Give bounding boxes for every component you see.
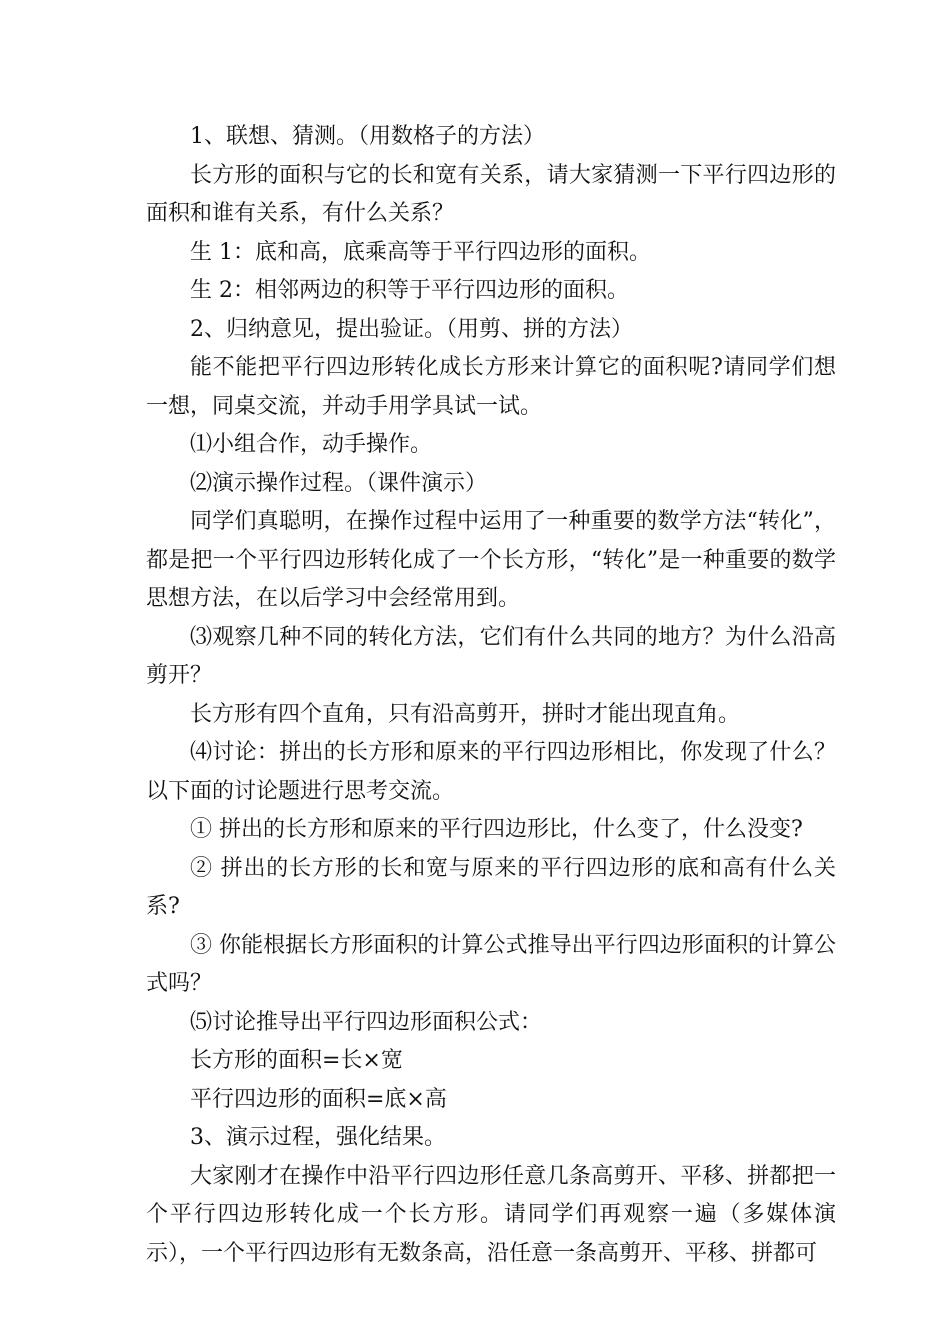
paragraph-transform-explanation: 同学们真聪明，在操作过程中运用了一种重要的数学方法“转化”，都是把一个平行四边形转化成了一个长方形，“转化”是一种重要的数学思想方法，在以后学习中会经常用到。 [146,509,836,611]
paragraph-demo-explanation: 大家刚才在操作中沿平行四边形任意几条高剪开、平移、拼都把一个平行四边形转化成一个长方形。请同学们再观察一遍（多媒体演示），一个平行四边形有无数条高，沿任意一条高剪开、平移、拼都可 [146,1163,836,1266]
paragraph-step-1-heading: 1、联想、猜测。（用数格子的方法） [190,124,545,149]
paragraph-rectangle-formula: 长方形的面积=长×宽 [190,1048,403,1073]
paragraph-item-3: ⑶观察几种不同的转化方法，它们有什么共同的地方？为什么沿高剪开？ [146,624,836,688]
paragraph-transform-question: 能不能把平行四边形转化成长方形来计算它的面积呢?请同学们想一想，同桌交流，并动手用学具试一试。 [146,355,836,419]
paragraph-guess-prompt: 长方形的面积与它的长和宽有关系，请大家猜测一下平行四边形的面积和谁有关系，有什么关系？ [146,162,836,226]
paragraph-discussion-1: ① 拼出的长方形和原来的平行四边形比，什么变了，什么没变? [190,817,803,842]
paragraph-item-4: ⑷讨论：拼出的长方形和原来的平行四边形相比，你发现了什么？以下面的讨论题进行思考交流。 [146,740,836,804]
paragraph-discussion-2: ② 拼出的长方形的长和宽与原来的平行四边形的底和高有什么关系? [146,855,836,919]
paragraph-step-3-heading: 3、演示过程，强化结果。 [190,1125,446,1150]
paragraph-item-2: ⑵演示操作过程。（课件演示） [190,470,488,496]
paragraph-student-1: 生 1：底和高，底乘高等于平行四边形的面积。 [190,239,651,265]
paragraph-item-1: ⑴小组合作，动手操作。 [190,432,433,457]
paragraph-step-2-heading: 2、归纳意见，提出验证。（用剪、拼的方法） [190,316,633,342]
paragraph-right-angle-answer: 长方形有四个直角，只有沿高剪开，拼时才能出现直角。 [190,701,741,727]
paragraph-student-2: 生 2：相邻两边的积等于平行四边形的面积。 [190,278,629,303]
paragraph-item-5: ⑸讨论推导出平行四边形面积公式： [190,1009,543,1035]
paragraph-parallelogram-formula: 平行四边形的面积=底×高 [190,1086,447,1112]
paragraph-discussion-3: ③ 你能根据长方形面积的计算公式推导出平行四边形面积的计算公式吗？ [146,932,836,996]
document-body [146,118,836,1273]
